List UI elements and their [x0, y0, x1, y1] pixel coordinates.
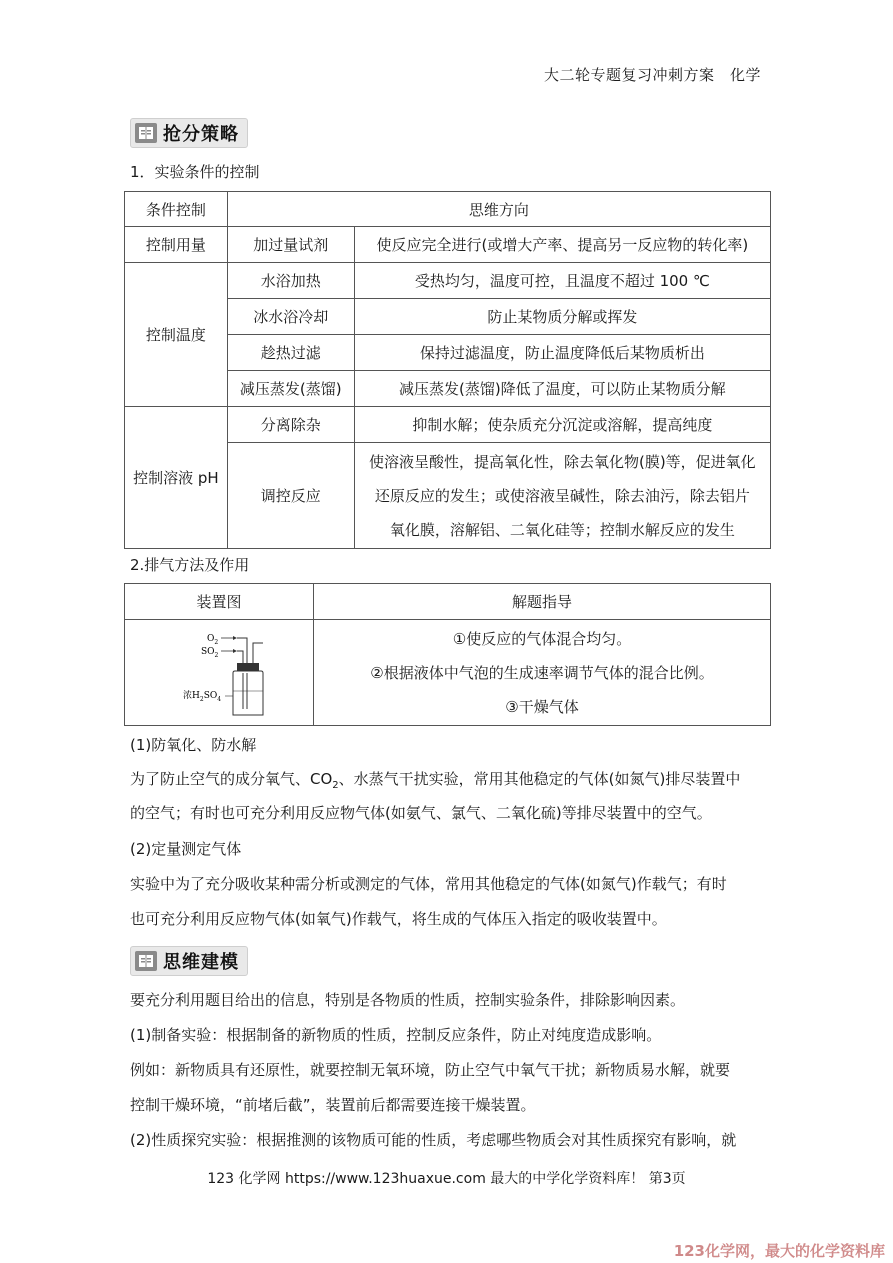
paragraph-line: 控制干燥环境，“前堵后截”，装置前后都需要连接干燥装置。 [130, 1096, 536, 1114]
section-title: 抢分策略 [163, 124, 239, 145]
table-header-cell: 思维方向 [227, 192, 770, 227]
page-footer: 123 化学网 https://www.123huaxue.com 最大的中学化学资料库！ 第3页 [207, 1171, 686, 1187]
paragraph-line: (2)性质探究实验：根据推测的该物质可能的性质，考虑哪些物质会对其性质探究有影响，就 [130, 1131, 737, 1149]
document-header: 大二轮专题复习冲刺方案 化学 [543, 66, 761, 84]
table-header-cell: 解题指导 [314, 584, 771, 620]
paragraph-title: (2)定量测定气体 [130, 840, 242, 858]
table-header-cell: 条件控制 [125, 192, 228, 227]
condition-control-table [124, 191, 771, 549]
book-icon [135, 123, 157, 143]
table-cell: 使反应完全进行(或增大产率、提高另一反应物的转化率) [354, 227, 770, 263]
subsection-title-1: 1．实验条件的控制 [130, 163, 260, 181]
table-cell: 分离除杂 [227, 407, 354, 443]
table-group-cell: 控制温度 [125, 263, 228, 407]
table-cell: 加过量试剂 [227, 227, 354, 263]
table-row [125, 620, 771, 726]
table-cell: 水浴加热 [227, 263, 354, 299]
paragraph-line: 例如：新物质具有还原性，就要控制无氧环境，防止空气中氧气干扰；新物质易水解，就要 [130, 1061, 731, 1079]
cell-line: 使溶液呈酸性，提高氧化性，除去氧化物(膜)等，促进氧化 [368, 452, 756, 471]
paragraph-line: 的空气；有时也可充分利用反应物气体(如氨气、氯气、二氧化硫)等排尽装置中的空气。 [130, 804, 712, 822]
paragraph-line: (1)制备实验：根据制备的新物质的性质，控制反应条件，防止对纯度造成影响。 [130, 1026, 662, 1044]
table-header-row [125, 584, 771, 620]
section-heading-strategy [130, 118, 248, 148]
table-cell: 保持过滤温度，防止温度降低后某物质析出 [354, 335, 770, 371]
table-row [125, 227, 771, 263]
table-header-cell: 装置图 [125, 584, 314, 620]
cell-line: 还原反应的发生；或使溶液呈碱性，除去油污，除去铝片 [374, 486, 750, 505]
guide-line: ②根据液体中气泡的生成速率调节气体的混合比例。 [370, 663, 714, 682]
table-cell: 调控反应 [227, 443, 354, 549]
table-row [125, 407, 771, 443]
paragraph-line: 实验中为了充分吸收某种需分析或测定的气体，常用其他稳定的气体(如氮气)作载气；有时 [130, 875, 727, 893]
table-cell: 冰水浴冷却 [227, 299, 354, 335]
guide-cell [314, 620, 771, 726]
table-group-cell: 控制溶液 pH [125, 407, 228, 549]
gas-washing-bottle-diagram [129, 621, 309, 721]
table-header-row [125, 192, 771, 227]
so2-label: $SO_2$ [201, 646, 219, 659]
o2-label: $O_2$ [207, 633, 219, 646]
paragraph-title: (1)防氧化、防水解 [130, 736, 257, 754]
acid-label: 浓$H_2SO_4$ [183, 690, 222, 703]
table-cell: 减压蒸发(蒸馏)降低了温度，可以防止某物质分解 [354, 371, 770, 407]
exhaust-method-table [124, 583, 771, 726]
table-cell: 减压蒸发(蒸馏) [227, 371, 354, 407]
watermark: 123化学网，最大的化学资料库 [673, 1242, 885, 1260]
paragraph-line: 也可充分利用反应物气体(如氧气)作载气，将生成的气体压入指定的吸收装置中。 [130, 910, 667, 928]
guide-line: ③干燥气体 [505, 697, 579, 716]
table-cell: 趁热过滤 [227, 335, 354, 371]
paragraph-line: 为了防止空气的成分氧气、$CO_2$、水蒸气干扰实验，常用其他稳定的气体(如氮气)排尽装置中 [130, 770, 741, 791]
paragraph-line: 要充分利用题目给出的信息，特别是各物质的性质，控制实验条件，排除影响因素。 [130, 991, 686, 1009]
table-cell: 控制用量 [125, 227, 228, 263]
guide-line: ①使反应的气体混合均匀。 [452, 629, 632, 648]
apparatus-cell [125, 620, 314, 726]
table-cell: 抑制水解；使杂质充分沉淀或溶解，提高纯度 [354, 407, 770, 443]
cell-line: 氧化膜，溶解铝、二氧化硅等；控制水解反应的发生 [389, 520, 735, 539]
subsection-title-2: 2.排气方法及作用 [130, 556, 250, 574]
table-cell: 防止某物质分解或挥发 [354, 299, 770, 335]
section-heading-modeling [130, 946, 248, 976]
table-cell-multiline [354, 443, 770, 549]
book-icon [135, 951, 157, 971]
table-cell: 受热均匀，温度可控，且温度不超过 100 ℃ [354, 263, 770, 299]
table-row [125, 263, 771, 299]
section-title: 思维建模 [163, 952, 239, 973]
